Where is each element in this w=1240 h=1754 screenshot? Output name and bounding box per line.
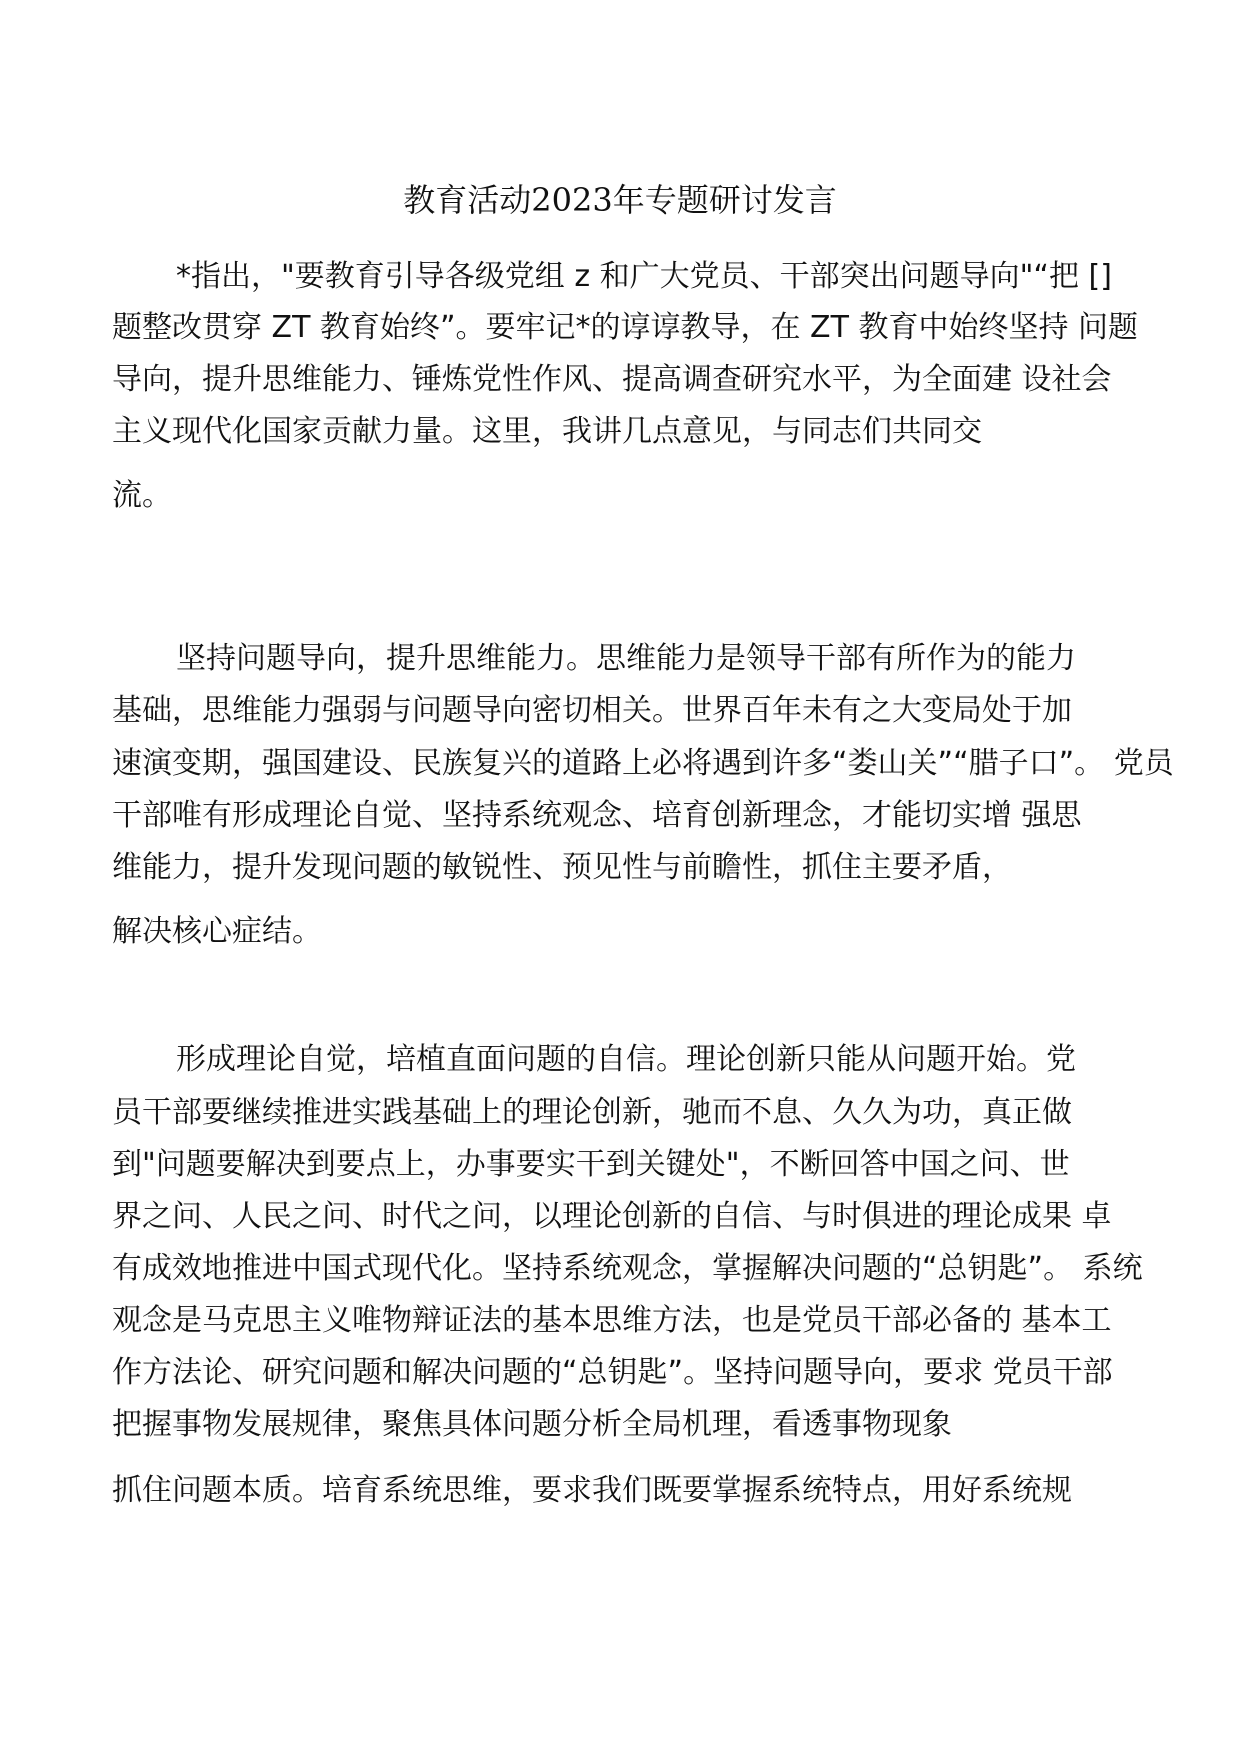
paragraph-line: 导向，提升思维能力、锤炼党性作风、提高调查研究水平，为全面建 设社会 bbox=[112, 362, 1112, 397]
paragraph-line: 把握事物发展规律，聚焦具体问题分析全局机理，看透事物现象 bbox=[112, 1407, 952, 1442]
paragraph-line: 到"问题要解决到要点上，办事要实干到关键处"，不断回答中国之问、世 bbox=[112, 1147, 1070, 1182]
paragraph-line: 流。 bbox=[112, 478, 172, 513]
paragraph-line: 形成理论自觉，培植直面问题的自信。理论创新只能从问题开始。党 bbox=[176, 1042, 1076, 1077]
paragraph-line: 速演变期，强国建设、民族复兴的道路上必将遇到许多“娄山关”“腊子口”。 党员 bbox=[112, 746, 1174, 781]
paragraph-line: 题整改贯穿 ZT 教育始终”。要牢记*的谆谆教导，在 ZT 教育中始终坚持 问题 bbox=[112, 310, 1138, 345]
paragraph-line: 抓住问题本质。培育系统思维，要求我们既要掌握系统特点，用好系统规 bbox=[112, 1473, 1072, 1508]
paragraph-line: 解决核心症结。 bbox=[112, 914, 322, 949]
paragraph-line: 作方法论、研究问题和解决问题的“总钥匙”。坚持问题导向，要求 党员干部 bbox=[112, 1355, 1113, 1390]
paragraph-line: 基础，思维能力强弱与问题导向密切相关。世界百年未有之大变局处于加 bbox=[112, 693, 1072, 728]
paragraph-line: 主义现代化国家贡献力量。这里，我讲几点意见，与同志们共同交 bbox=[112, 414, 982, 449]
paragraph-line: 维能力，提升发现问题的敏锐性、预见性与前瞻性，抓住主要矛盾， bbox=[112, 850, 1012, 885]
paragraph-line: 观念是马克思主义唯物辩证法的基本思维方法，也是党员干部必备的 基本工 bbox=[112, 1303, 1112, 1338]
paragraph-line: 有成效地推进中国式现代化。坚持系统观念，掌握解决问题的“总钥匙”。 系统 bbox=[112, 1251, 1143, 1286]
paragraph-line: 坚持问题导向，提升思维能力。思维能力是领导干部有所作为的能力 bbox=[176, 641, 1076, 676]
paragraph-line: 界之问、人民之问、时代之问，以理论创新的自信、与时俱进的理论成果 卓 bbox=[112, 1199, 1112, 1234]
paragraph-line: 干部唯有形成理论自觉、坚持系统观念、培育创新理念，才能切实增 强思 bbox=[112, 798, 1082, 833]
paragraph-line: *指出，"要教育引导各级党组 z 和广大党员、干部突出问题导向"“把 [] bbox=[176, 259, 1112, 294]
document-title: 教育活动2023年专题研讨发言 bbox=[403, 181, 837, 219]
paragraph-line: 员干部要继续推进实践基础上的理论创新，驰而不息、久久为功，真正做 bbox=[112, 1095, 1072, 1130]
